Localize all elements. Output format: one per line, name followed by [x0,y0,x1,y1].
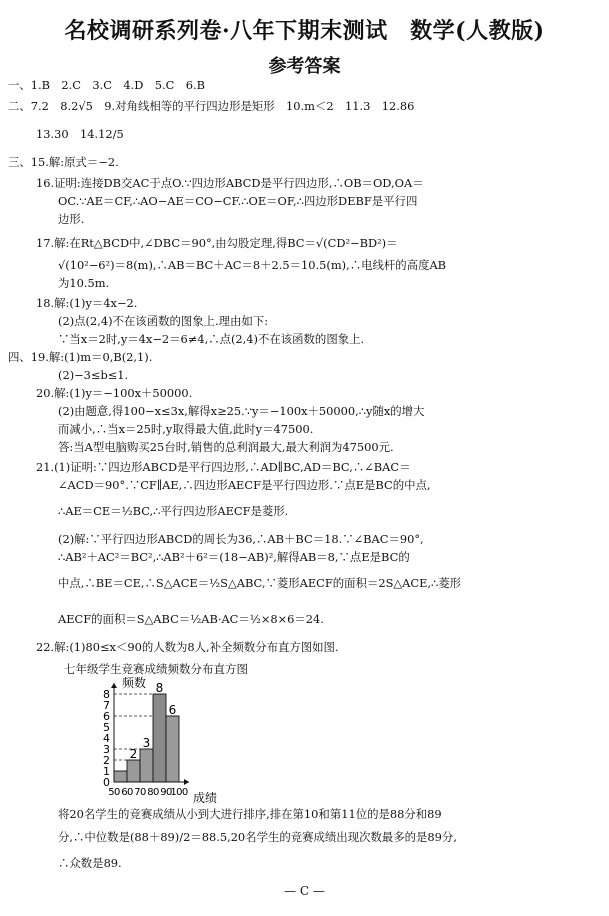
answer-line: 边形. [58,212,85,226]
answer-line: 一、1.B 2.C 3.C 4.D 5.C 6.B [8,78,205,92]
answer-line: 16.证明:连接DB交AC于点O.∵四边形ABCD是平行四边形,∴OB＝OD,OA＝ [36,176,424,190]
answer-line: 答:当A型电脑购买25台时,销售的总利润最大,最大利润为47500元. [58,440,394,454]
y-tick-label: 6 [103,710,110,723]
answer-line: 将20名学生的竞赛成绩从小到大进行排序,排在第10和第11位的是88分和89 [58,807,442,821]
answer-line: ∴众数是89. [58,856,122,870]
frequency-histogram [88,676,288,812]
answer-line: ∠ACD＝90°.∵CF∥AE,∴四边形AECF是平行四边形.∵点E是BC的中点, [58,478,431,492]
answer-line: 18.解:(1)y＝4x−2. [36,296,138,310]
y-tick-label: 2 [103,754,110,767]
y-tick-label: 4 [103,732,110,745]
page-subtitle: 参考答案 [268,56,341,77]
x-tick-label: 100 [170,787,188,798]
answer-line: √(10²−6²)＝8(m),∴AB＝BC＋AC＝8＋2.5＝10.5(m),∴电线杆的高度AB [58,258,447,272]
data-label: 2 [129,747,138,761]
histogram-bar [153,694,166,782]
page-footer: — C — [284,884,325,898]
answer-line: 13.30 14.12/5 [36,127,124,141]
y-tick-label: 8 [103,688,110,701]
data-label: 3 [142,736,151,750]
y-tick-label: 7 [103,699,110,712]
x-tick-label: 90 [160,787,172,798]
answer-line: ∴AB²＋AC²＝BC²,∴AB²＋6²＝(18−AB)²,解得AB＝8,∵点E是BC的 [58,550,410,564]
y-tick-label: 3 [103,743,110,756]
answer-line: 四、19.解:(1)m＝0,B(2,1). [8,350,153,364]
answer-line: 中点,∴BE＝CE,∴S△ACE＝½S△ABC,∵菱形AECF的面积＝2S△ACE,∴菱形 [58,576,462,590]
x-tick-label: 50 [108,787,120,798]
answer-line: (2)点(2,4)不在该函数的图象上.理由如下: [58,314,269,328]
answer-line: 为10.5m. [58,276,110,290]
answer-line: 20.解:(1)y＝−100x＋50000. [36,386,193,400]
x-tick-label: 70 [134,787,146,798]
x-tick-label: 60 [121,787,133,798]
page-title: 名校调研系列卷·八年下期末测试 数学(人教版) [64,18,545,44]
histogram-bar [127,760,140,782]
histogram-bar [114,771,127,782]
answer-line: 21.(1)证明:∵四边形ABCD是平行四边形,∴AD∥BC,AD＝BC,∴∠BAC＝ [36,460,411,474]
answer-line: 22.解:(1)80≤x＜90的人数为8人,补全频数分布直方图如图. [36,640,339,654]
answer-line: OC.∵AE＝CF,∴AO−AE＝CO−CF.∴OE＝OF,∴四边形DEBF是平行四 [58,194,418,208]
chart-title: 七年级学生竞赛成绩频数分布直方图 [64,662,248,676]
y-tick-label: 0 [103,776,110,789]
x-axis-title: 成绩 [193,791,218,805]
answer-line: (2)−3≤b≤1. [58,368,129,382]
answer-line: ∴AE＝CE＝½BC,∴平行四边形AECF是菱形. [58,504,289,518]
answer-line: AECF的面积＝S△ABC＝½AB·AC＝½×8×6＝24. [58,612,324,626]
answer-line: (2)解:∵平行四边形ABCD的周长为36,∴AB＋BC＝18.∵∠BAC＝90°, [58,532,424,546]
answer-line: 三、15.解:原式＝−2. [8,155,119,169]
answer-line: 分,∴中位数是(88＋89)/2＝88.5,20名学生的竞赛成绩出现次数最多的是89分, [58,830,457,844]
answer-line: 17.解:在Rt△BCD中,∠DBC＝90°,由勾股定理,得BC＝√(CD²−BD²)＝ [36,236,398,250]
y-axis-title: 频数 [122,676,147,690]
answer-line: (2)由题意,得100−x≤3x,解得x≥25.∵y＝−100x＋50000,∴y随x的增大 [58,404,425,418]
x-axis-arrow [184,779,189,785]
data-label: 8 [155,681,164,695]
y-tick-label: 1 [103,765,110,778]
histogram-bar [166,716,179,782]
x-tick-label: 80 [147,787,159,798]
answer-line: 二、7.2 8.2√5 9.对角线相等的平行四边形是矩形 10.m＜2 11.3 12.86 [8,99,415,113]
y-tick-label: 5 [103,721,110,734]
histogram-bar [140,749,153,782]
y-axis-arrow [111,683,117,688]
answer-line: ∵当x＝2时,y＝4x−2＝6≠4,∴点(2,4)不在该函数的图象上. [58,332,365,346]
data-label: 6 [168,703,177,717]
answer-line: 而减小,∴当x＝25时,y取得最大值,此时y＝47500. [58,422,314,436]
